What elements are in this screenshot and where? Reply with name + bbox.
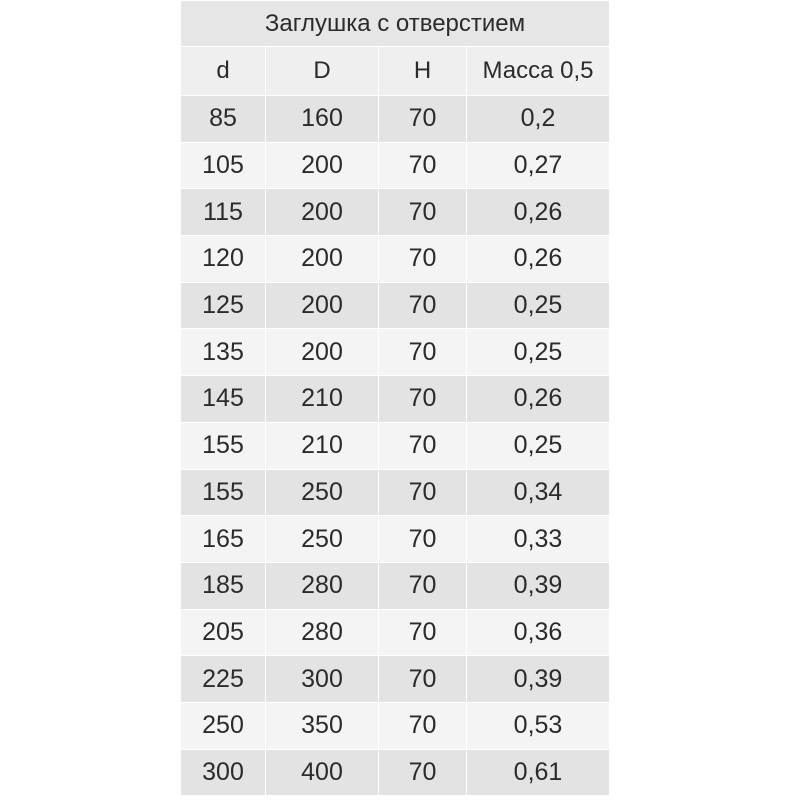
cell-H: 70 xyxy=(379,609,467,656)
cell-d: 165 xyxy=(181,516,266,563)
table-row xyxy=(181,562,610,609)
cell-D: 200 xyxy=(266,236,379,283)
column-header-mass: Масса 0,5 xyxy=(467,47,610,96)
specification-table-container xyxy=(180,0,609,800)
cell-H: 70 xyxy=(379,236,467,283)
cell-mass: 0,26 xyxy=(467,189,610,236)
cell-d: 120 xyxy=(181,236,266,283)
cell-mass: 0,61 xyxy=(467,749,610,796)
cell-D: 300 xyxy=(266,656,379,703)
cell-D: 250 xyxy=(266,516,379,563)
table-row xyxy=(181,422,610,469)
cell-D: 280 xyxy=(266,562,379,609)
table-row xyxy=(181,656,610,703)
cell-mass: 0,39 xyxy=(467,562,610,609)
table-row xyxy=(181,702,610,749)
cell-mass: 0,53 xyxy=(467,702,610,749)
cell-H: 70 xyxy=(379,656,467,703)
cell-D: 160 xyxy=(266,96,379,143)
cell-H: 70 xyxy=(379,96,467,143)
cell-d: 105 xyxy=(181,142,266,189)
specification-table xyxy=(180,0,610,796)
table-row xyxy=(181,282,610,329)
table-title: Заглушка с отверстием xyxy=(181,1,610,47)
cell-d: 155 xyxy=(181,469,266,516)
column-header-H: H xyxy=(379,47,467,96)
table-title-row xyxy=(181,1,610,47)
table-row xyxy=(181,189,610,236)
table-row xyxy=(181,609,610,656)
cell-mass: 0,26 xyxy=(467,236,610,283)
cell-mass: 0,2 xyxy=(467,96,610,143)
cell-mass: 0,25 xyxy=(467,282,610,329)
table-row xyxy=(181,376,610,423)
table-row xyxy=(181,469,610,516)
cell-H: 70 xyxy=(379,282,467,329)
cell-H: 70 xyxy=(379,702,467,749)
cell-D: 400 xyxy=(266,749,379,796)
cell-mass: 0,27 xyxy=(467,142,610,189)
cell-H: 70 xyxy=(379,516,467,563)
cell-mass: 0,36 xyxy=(467,609,610,656)
cell-d: 205 xyxy=(181,609,266,656)
table-row xyxy=(181,329,610,376)
cell-mass: 0,34 xyxy=(467,469,610,516)
cell-D: 210 xyxy=(266,422,379,469)
cell-d: 250 xyxy=(181,702,266,749)
cell-D: 280 xyxy=(266,609,379,656)
cell-d: 125 xyxy=(181,282,266,329)
cell-mass: 0,33 xyxy=(467,516,610,563)
cell-D: 200 xyxy=(266,142,379,189)
table-row xyxy=(181,142,610,189)
cell-D: 200 xyxy=(266,329,379,376)
table-row xyxy=(181,96,610,143)
cell-d: 185 xyxy=(181,562,266,609)
table-row xyxy=(181,749,610,796)
cell-mass: 0,26 xyxy=(467,376,610,423)
cell-H: 70 xyxy=(379,422,467,469)
cell-D: 350 xyxy=(266,702,379,749)
table-row xyxy=(181,516,610,563)
table-header-row xyxy=(181,47,610,96)
cell-mass: 0,25 xyxy=(467,422,610,469)
cell-d: 85 xyxy=(181,96,266,143)
cell-H: 70 xyxy=(379,376,467,423)
column-header-d: d xyxy=(181,47,266,96)
cell-D: 210 xyxy=(266,376,379,423)
column-header-D: D xyxy=(266,47,379,96)
cell-H: 70 xyxy=(379,189,467,236)
cell-d: 145 xyxy=(181,376,266,423)
table-row xyxy=(181,236,610,283)
cell-H: 70 xyxy=(379,469,467,516)
cell-d: 225 xyxy=(181,656,266,703)
cell-mass: 0,25 xyxy=(467,329,610,376)
cell-mass: 0,39 xyxy=(467,656,610,703)
cell-H: 70 xyxy=(379,562,467,609)
cell-H: 70 xyxy=(379,749,467,796)
cell-D: 200 xyxy=(266,282,379,329)
cell-H: 70 xyxy=(379,142,467,189)
table-body xyxy=(181,96,610,796)
cell-d: 155 xyxy=(181,422,266,469)
cell-d: 115 xyxy=(181,189,266,236)
cell-H: 70 xyxy=(379,329,467,376)
cell-D: 250 xyxy=(266,469,379,516)
cell-D: 200 xyxy=(266,189,379,236)
cell-d: 300 xyxy=(181,749,266,796)
cell-d: 135 xyxy=(181,329,266,376)
